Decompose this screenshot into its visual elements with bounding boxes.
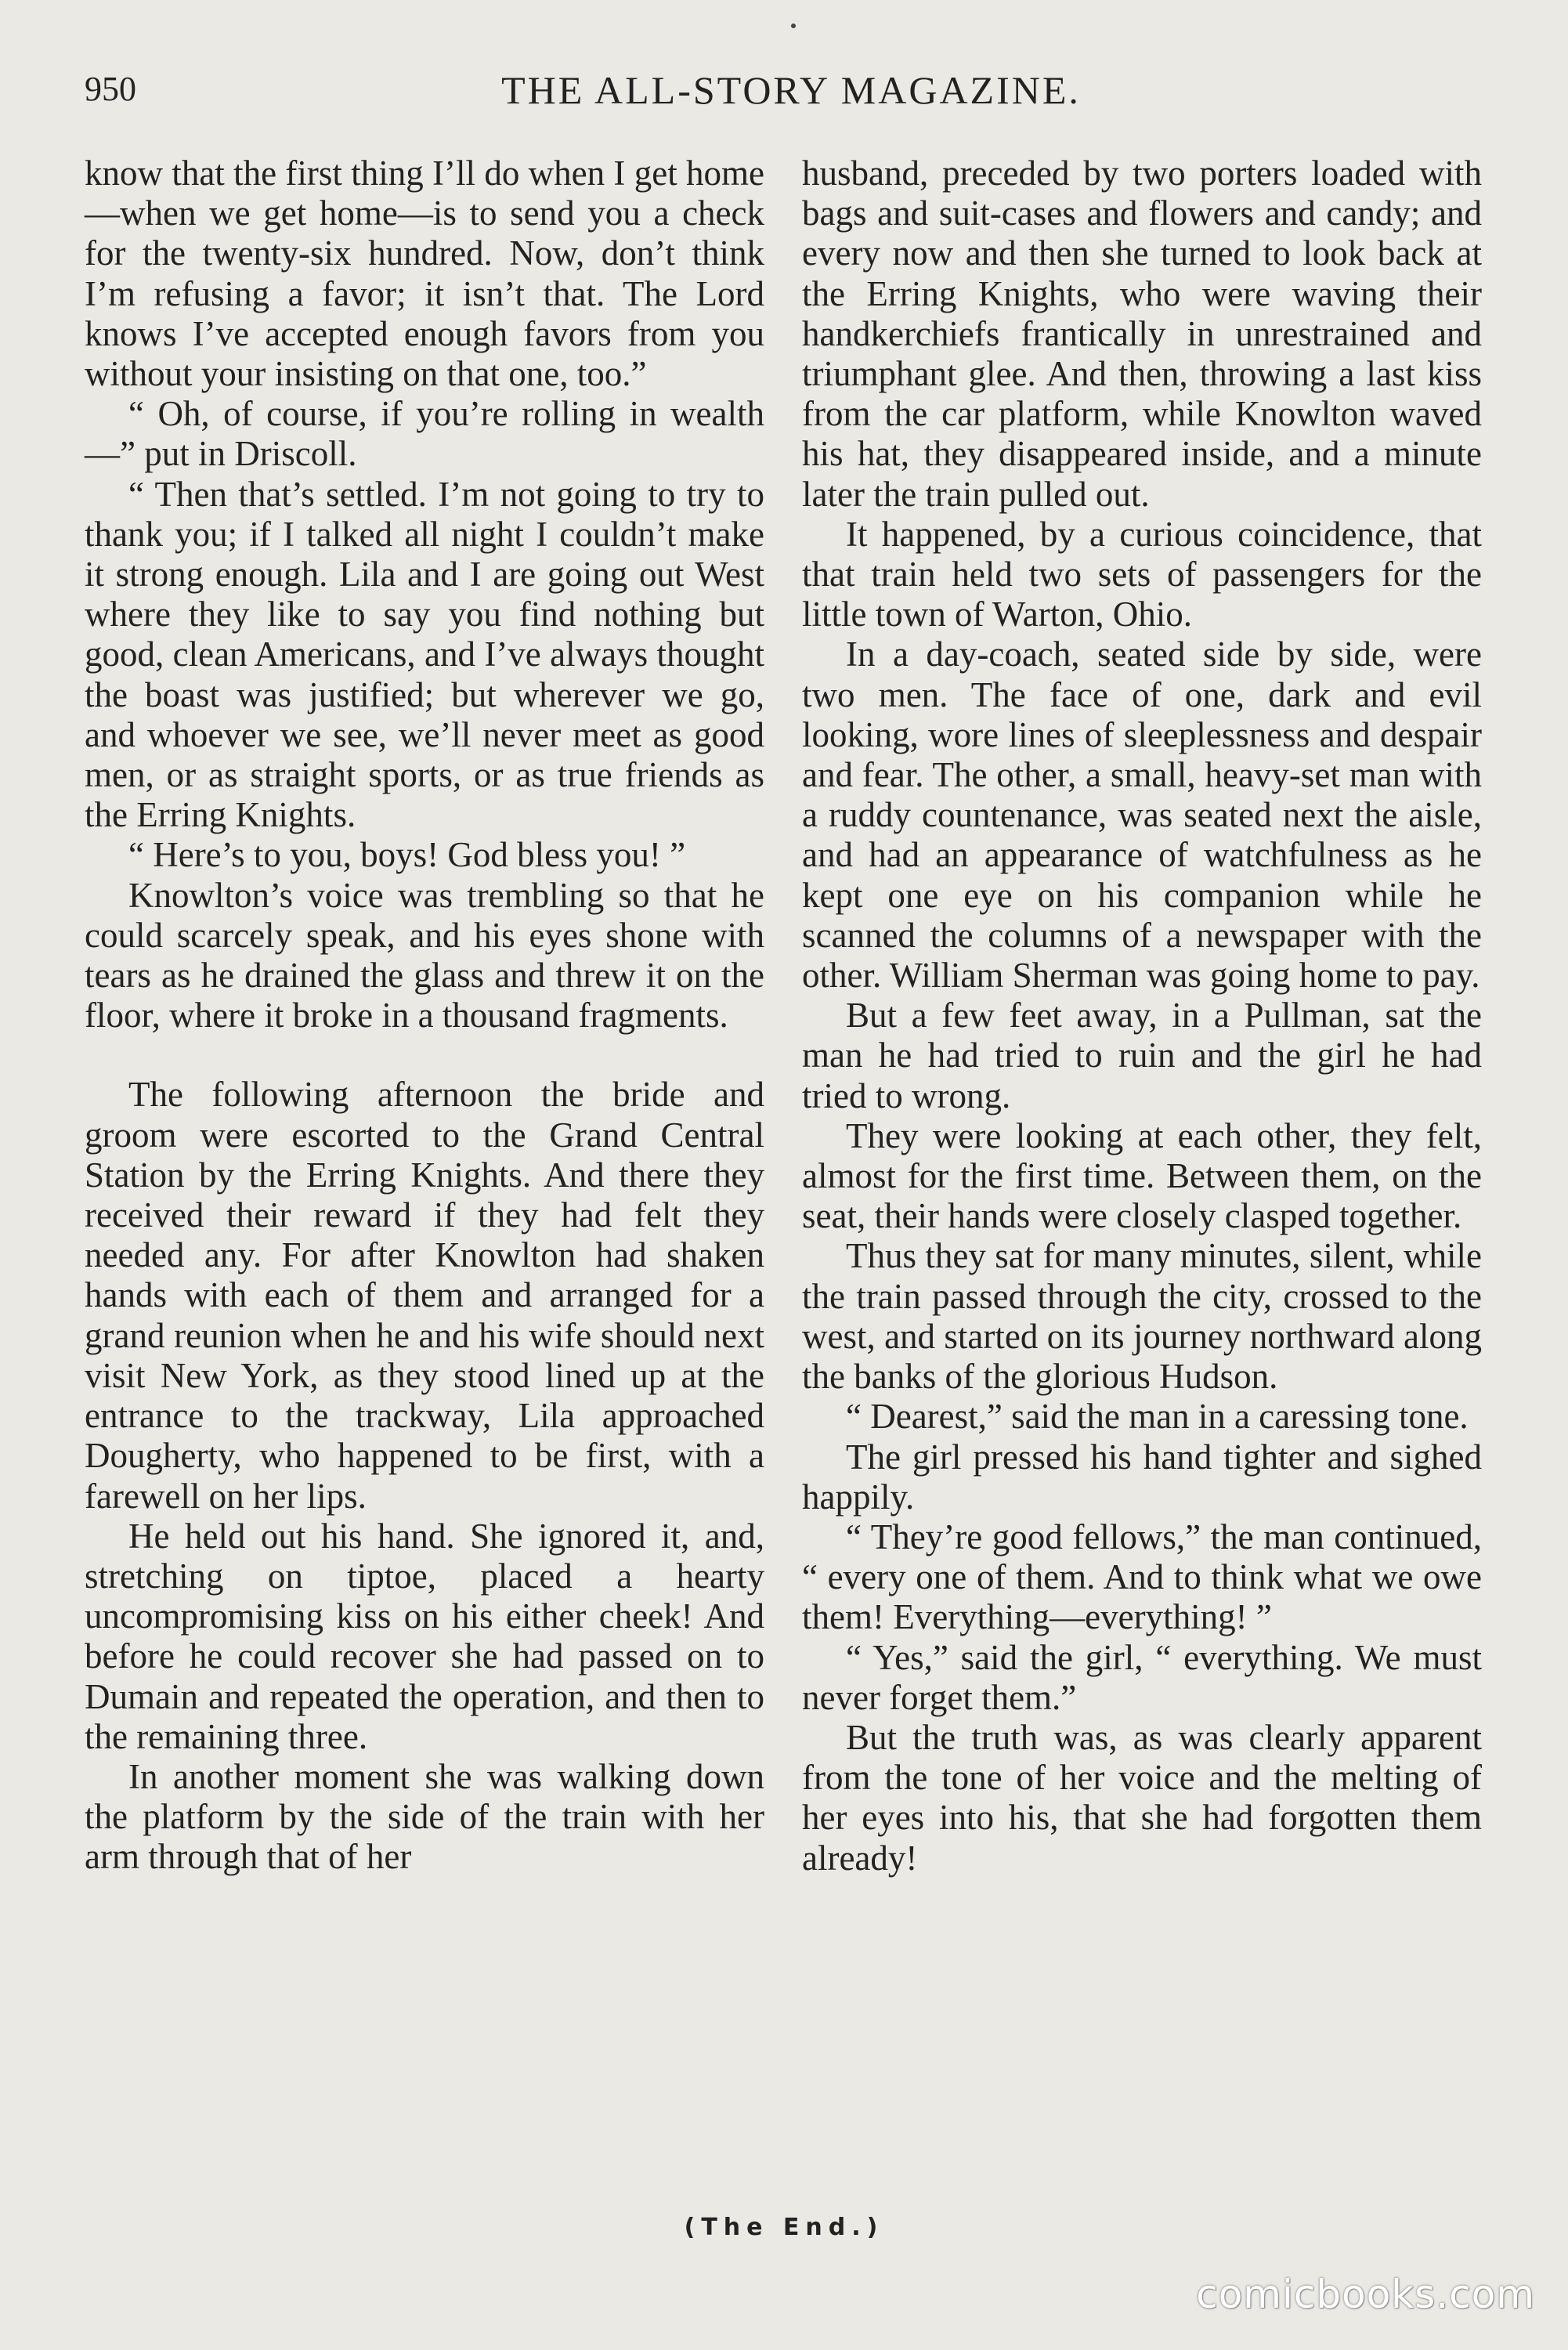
paragraph: But a few feet away, in a Pullman, sat the man he had tried to ruin and the girl he had tried to wrong. xyxy=(802,996,1482,1115)
the-end-mark: (The End.) xyxy=(684,2214,884,2241)
paragraph: But the truth was, as was clearly apparent from the tone of her voice and the melting of her eyes into his, that she had forgotten them already! xyxy=(802,1717,1482,1878)
section-break xyxy=(85,1036,764,1075)
paragraph: He held out his hand. She ignored it, and, stretching on tiptoe, placed a hearty uncompromising kiss on his either cheek! And before he could recover she had passed on to Dumain and repeated the operation, and then to the remaining three. xyxy=(85,1516,764,1756)
running-head: THE ALL-STORY MAGAZINE. xyxy=(501,68,1081,112)
paragraph: “ Here’s to you, boys! God bless you! ” xyxy=(128,835,686,875)
paragraph: “ Yes,” said the girl, “ everything. We must never forget them.” xyxy=(802,1637,1482,1717)
watermark: comicbooks.com xyxy=(1196,2272,1535,2317)
paragraph: They were looking at each other, they felt, almost for the first time. Between them, on the seat, their hands were closely clasped together. xyxy=(802,1115,1482,1236)
paragraph: Knowlton’s voice was trembling so that he could scarcely speak, and his eyes shone with tears as he drained the glass and threw it on the floor, where it broke in a thousand fragments. xyxy=(85,875,764,1036)
paragraph: The following afternoon the bride and groom were escorted to the Grand Central Station by the Erring Knights. And there they received their reward if they had felt they needed any. For after Knowlton had shaken hands with each of them and arranged for a grand reunion when he and his wife should next visit New York, as they stood lined up at the entrance to the trackway, Lila approached Dougherty, who happened to be first, with a farewell on her lips. xyxy=(85,1075,764,1516)
paragraph: “ Then that’s settled. I’m not going to try to thank you; if I talked all night I couldn’t make it strong enough. Lila and I are going out West where they like to say you find nothing but good, clean Americans, and I’ve always thought the boast was justified; but wherever we go, and whoever we see, we’ll never meet as good men, or as straight sports, or as true friends as the Erring Knights. xyxy=(85,474,764,835)
paragraph: In a day-coach, seated side by side, were two men. The face of one, dark and evil looking, wore lines of sleeplessness and despair and fear. The other, a small, heavy-set man with a ruddy countenance, was seated next the aisle, and had an appearance of watchfulness as he kept one eye on his companion while he scanned the columns of a newspaper with the other. William Sherman was going home to pay. xyxy=(802,634,1482,996)
paragraph: It happened, by a curious coincidence, that that train held two sets of passengers for the little town of Warton, Ohio. xyxy=(802,514,1482,634)
paragraph: Thus they sat for many minutes, silent, while the train passed through the city, crossed to the west, and started on its journey northward along the banks of the glorious Hudson. xyxy=(802,1236,1482,1397)
paragraph: know that the first thing I’ll do when I get home—when we get home—is to send you a check for the twenty-six hundred. Now, don’t think I’m refusing a favor; it isn’t that. The Lord knows I’ve accepted enough favors from you without your insisting on that one, too.” xyxy=(85,154,764,394)
page-number: 950 xyxy=(85,70,136,108)
paragraph: “ Dearest,” said the man in a caressing tone. xyxy=(846,1397,1469,1437)
paragraph: In another moment she was walking down the platform by the side of the train with her arm through that of her xyxy=(85,1756,764,1877)
paragraph: “ Oh, of course, if you’re rolling in wealth—” put in Driscoll. xyxy=(85,394,764,474)
paragraph: “ They’re good fellows,” the man continued, “ every one of them. And to think what we owe them! Everything—everything! ” xyxy=(802,1517,1482,1637)
right-column xyxy=(802,154,1482,1878)
left-column xyxy=(85,154,764,1878)
paragraph: husband, preceded by two porters loaded with bags and suit-cases and flowers and candy; and every now and then she turned to look back at the Erring Knights, who were waving their handkerchiefs frantically in unrestrained and triumphant glee. And then, throwing a last kiss from the car platform, while Knowlton waved his hat, they disappeared inside, and a minute later the train pulled out. xyxy=(802,154,1482,514)
ink-speck xyxy=(791,24,796,28)
paragraph: The girl pressed his hand tighter and sighed happily. xyxy=(802,1437,1482,1517)
